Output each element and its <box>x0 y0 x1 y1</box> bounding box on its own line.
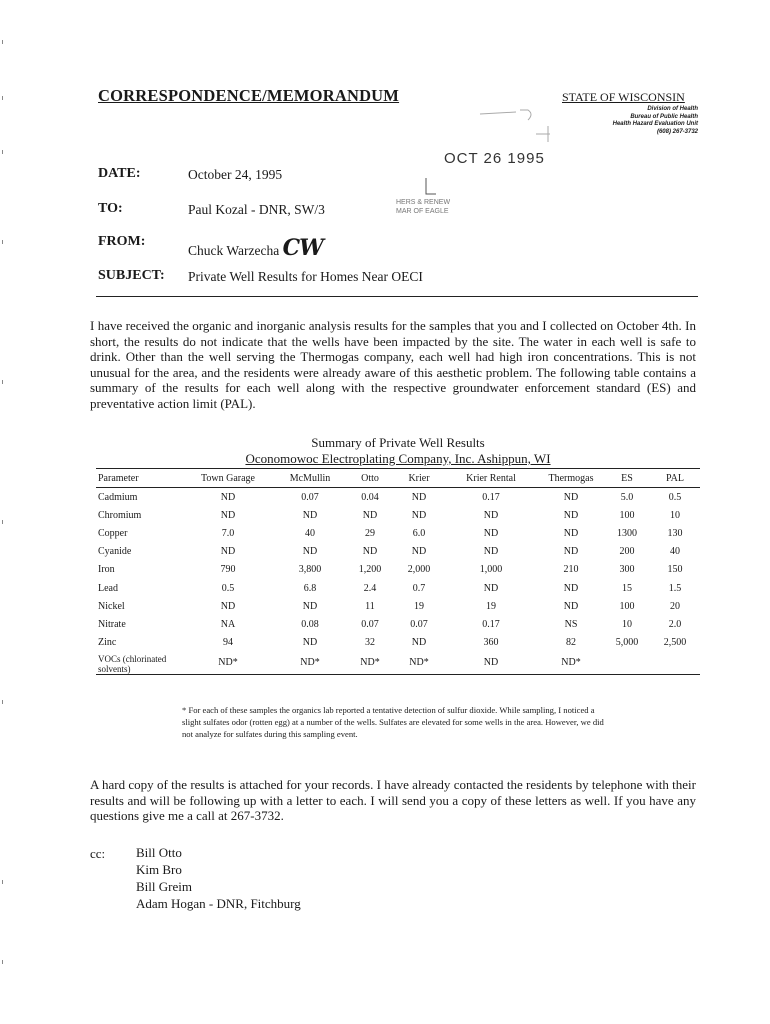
value-cell: 29 <box>365 527 375 539</box>
value-cell: 11 <box>365 600 375 612</box>
received-stamp: OCT 26 1995 <box>444 150 545 167</box>
value-cell: 1300 <box>617 527 637 539</box>
value-cell: 0.17 <box>482 618 500 630</box>
value-cell: ND <box>220 546 236 558</box>
column-header: Thermogas <box>538 469 604 488</box>
cc-recipient: Bill Greim <box>136 879 192 894</box>
value-cell: ND <box>302 546 318 558</box>
value-cell: 200 <box>619 546 635 558</box>
value-cell: 360 <box>483 637 499 649</box>
value-cell: 10 <box>670 509 680 521</box>
parameter-cell: Nitrate <box>98 618 126 630</box>
value-cell: 10 <box>622 618 632 630</box>
value-cell: ND <box>563 582 579 594</box>
value-cell: 0.17 <box>482 491 500 503</box>
date-value: October 24, 1995 <box>188 167 283 182</box>
table-row <box>96 561 700 579</box>
cc-list <box>136 844 301 912</box>
state-title: STATE OF WISCONSIN <box>562 90 685 104</box>
parameter-cell: Cadmium <box>98 491 138 503</box>
body-paragraph-2: A hard copy of the results is attached for your records. I have already contacted the residents by telephone with their results and will be following up with a letter to each. I will send you a copy of these letters as well. If you have any questions give me a call at 267-3732. <box>90 777 696 823</box>
body-paragraph-1: I have received the organic and inorganic analysis results for the samples that you and I collected on October 4th. In short, the results do not indicate that the wells have been impacted by the site. The water in each well is safe to drink. Other than the well serving the Thermogas company, each well had high iron concentrations. This is not unusual for the area, and the residents were already aware of this aesthetic problem. The following table contains a summary of the results for each well along with the respective groundwater enforcement standard (ES) and preventative action limit (PAL). <box>90 318 696 411</box>
value-cell: 150 <box>667 564 683 576</box>
table-row <box>96 488 700 507</box>
value-cell: 100 <box>619 600 635 612</box>
value-cell: ND <box>563 491 579 503</box>
to-label: TO: <box>98 201 123 216</box>
value-cell: 2,000 <box>407 564 431 576</box>
value-cell: 1.5 <box>668 582 682 594</box>
value-cell: 300 <box>619 564 635 576</box>
agency-line: Bureau of Public Health <box>630 113 698 120</box>
value-cell: ND <box>563 600 579 612</box>
parameter-cell: VOCs (chlorinated solvents) <box>96 652 182 675</box>
value-cell: 94 <box>223 637 233 649</box>
value-cell: 3,800 <box>298 564 322 576</box>
subject-value: Private Well Results for Homes Near OECI <box>188 269 423 284</box>
value-cell: 15 <box>622 582 632 594</box>
value-cell: ND* <box>346 652 394 675</box>
agency-line: (608) 267-3732 <box>656 128 698 135</box>
value-cell: ND <box>220 509 236 521</box>
value-cell: 7.0 <box>221 527 235 539</box>
scan-edge-marks <box>0 0 6 1024</box>
value-cell: ND <box>411 546 427 558</box>
column-header: Town Garage <box>182 469 274 488</box>
table-row <box>96 506 700 524</box>
value-cell: 2,500 <box>663 637 687 649</box>
from-name: Chuck Warzecha <box>188 243 280 258</box>
column-header: ES <box>604 469 650 488</box>
value-cell: 0.5 <box>221 582 235 594</box>
value-cell: ND <box>563 509 579 521</box>
value-cell: 19 <box>486 600 496 612</box>
table-row <box>96 634 700 652</box>
value-cell: ND <box>444 652 538 675</box>
value-cell: 100 <box>619 509 635 521</box>
cc-recipient: Kim Bro <box>136 862 182 877</box>
stamp-mark <box>476 104 556 144</box>
value-cell: 1,000 <box>479 564 503 576</box>
table-row <box>96 652 700 675</box>
value-cell: 0.7 <box>412 582 426 594</box>
value-cell: ND* <box>274 652 346 675</box>
value-cell: 5.0 <box>620 491 634 503</box>
value-cell: ND <box>362 509 378 521</box>
value-cell: 0.04 <box>361 491 379 503</box>
column-header: Otto <box>346 469 394 488</box>
table-row <box>96 543 700 561</box>
value-cell: 6.8 <box>303 582 317 594</box>
faint-stamp <box>396 198 450 216</box>
column-header: Krier Rental <box>444 469 538 488</box>
value-cell: 790 <box>220 564 236 576</box>
value-cell: 20 <box>670 600 680 612</box>
value-cell: 5,000 <box>615 637 639 649</box>
header-divider <box>96 296 698 297</box>
results-table <box>96 468 700 675</box>
faint-stamp-line: MAR OF EAGLE <box>396 208 449 215</box>
value-cell: 2.4 <box>363 582 377 594</box>
column-header: Parameter <box>96 469 182 488</box>
value-cell: 2.0 <box>668 618 682 630</box>
value-cell: ND <box>302 637 318 649</box>
faint-stamp-line: HERS & RENEW <box>396 199 451 206</box>
value-cell: ND <box>302 509 318 521</box>
cc-label: cc: <box>90 846 106 861</box>
value-cell <box>604 652 650 675</box>
value-cell: 19 <box>414 600 424 612</box>
value-cell: ND <box>411 509 427 521</box>
cc-recipient: Bill Otto <box>136 845 182 860</box>
memo-title: CORRESPONDENCE/MEMORANDUM <box>98 86 400 105</box>
table-row <box>96 524 700 542</box>
value-cell: ND <box>483 509 499 521</box>
value-cell: ND <box>362 546 378 558</box>
value-cell: 0.08 <box>301 618 319 630</box>
signature-initials: CW <box>282 235 323 261</box>
date-label: DATE: <box>98 166 141 181</box>
subject-label: SUBJECT: <box>98 268 165 283</box>
table-row <box>96 579 700 597</box>
parameter-cell: Cyanide <box>98 546 132 558</box>
column-header: McMullin <box>274 469 346 488</box>
table-footnote: * For each of these samples the organics lab reported a tentative detection of sulfur dioxide. While sampling, I noticed a slight sulfates odor (rotten egg) at a number of the wells. Sulfates are elevated for some wells in the area. However, we did not analyze for sulfates during this sampling event. <box>182 705 604 739</box>
value-cell <box>650 652 700 675</box>
table-title: Summary of Private Well Results <box>311 435 485 450</box>
table-body <box>96 488 700 675</box>
value-cell: ND <box>220 491 236 503</box>
stamp-bracket <box>420 176 440 198</box>
value-cell: ND <box>411 491 427 503</box>
value-cell: ND <box>411 637 427 649</box>
agency-block <box>613 106 698 136</box>
value-cell: NS <box>564 618 578 630</box>
value-cell: 40 <box>305 527 315 539</box>
table-subtitle-text: Oconomowoc Electroplating Company, Inc. Ashippun, WI <box>245 451 551 466</box>
parameter-cell: Nickel <box>98 600 125 612</box>
value-cell: NA <box>220 618 236 630</box>
value-cell: 0.07 <box>410 618 428 630</box>
value-cell: 1,200 <box>358 564 382 576</box>
value-cell: 210 <box>563 564 579 576</box>
agency-line: Health Hazard Evaluation Unit <box>612 121 698 127</box>
parameter-cell: Lead <box>98 582 118 594</box>
value-cell: ND* <box>538 652 604 675</box>
value-cell: 6.0 <box>412 527 426 539</box>
to-value: Paul Kozal - DNR, SW/3 <box>188 202 325 217</box>
value-cell: ND* <box>182 652 274 675</box>
value-cell: 0.07 <box>361 618 379 630</box>
parameter-cell: Copper <box>98 527 128 539</box>
cc-recipient: Adam Hogan - DNR, Fitchburg <box>136 896 301 911</box>
value-cell: ND <box>563 527 579 539</box>
table-row <box>96 597 700 615</box>
value-cell: 40 <box>670 546 680 558</box>
column-header: PAL <box>650 469 700 488</box>
value-cell: 0.07 <box>301 491 319 503</box>
value-cell: 0.5 <box>668 491 682 503</box>
value-cell: 82 <box>566 637 576 649</box>
value-cell: ND <box>220 600 236 612</box>
parameter-cell: Chromium <box>98 509 142 521</box>
from-value <box>188 235 323 261</box>
value-cell: ND <box>302 600 318 612</box>
table-row <box>96 615 700 633</box>
value-cell: 32 <box>365 637 375 649</box>
value-cell: ND <box>483 582 499 594</box>
value-cell: ND <box>563 546 579 558</box>
parameter-cell: Zinc <box>98 637 117 649</box>
from-label: FROM: <box>98 234 146 249</box>
value-cell: ND* <box>394 652 444 675</box>
value-cell: 130 <box>667 527 683 539</box>
parameter-cell: Iron <box>98 564 115 576</box>
agency-line: Division of Health <box>647 106 698 112</box>
column-header: Krier <box>394 469 444 488</box>
value-cell: ND <box>483 527 499 539</box>
value-cell: ND <box>483 546 499 558</box>
table-header-row <box>96 469 700 488</box>
table-subtitle <box>96 451 700 466</box>
